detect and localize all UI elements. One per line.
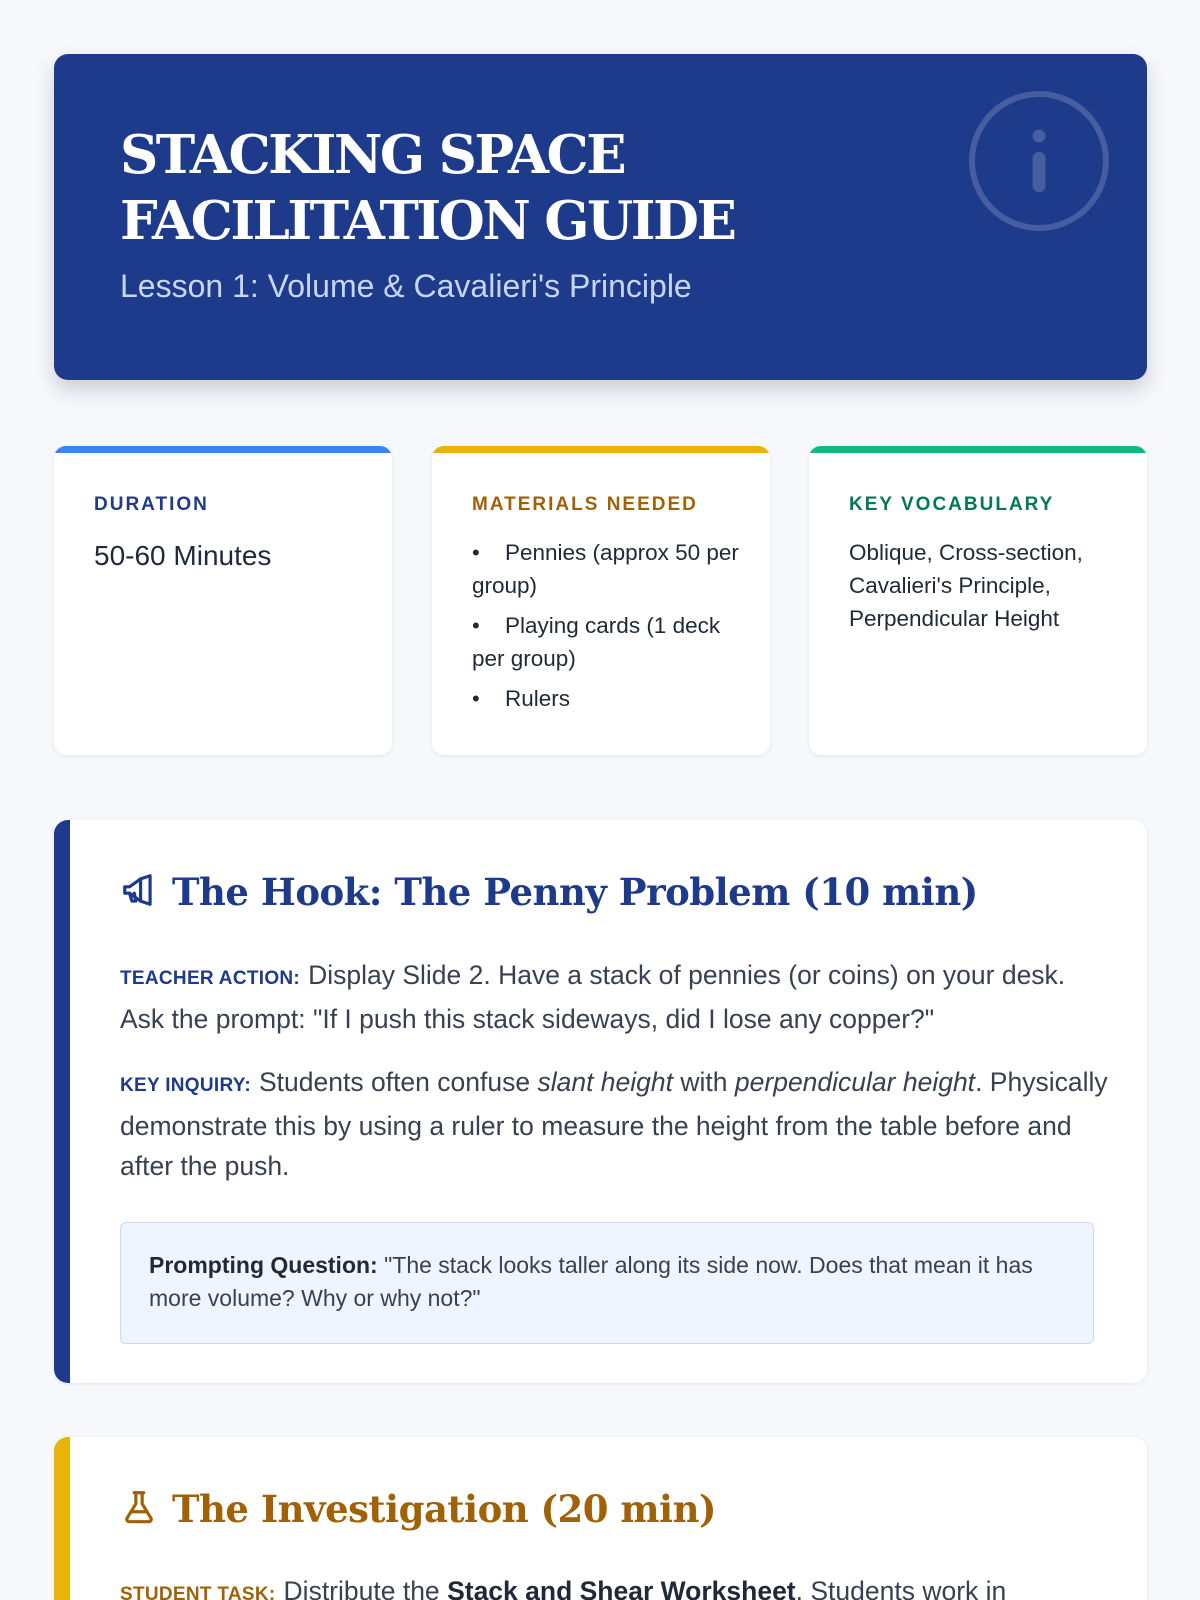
vocabulary-label: KEY VOCABULARY	[849, 494, 1055, 515]
materials-list	[472, 536, 742, 722]
prompt-text: "The stack looks taller along its side now. Does that mean it has more volume? Why or why not?"	[149, 1252, 1033, 1311]
megaphone-icon	[120, 871, 158, 909]
card-accent-bar	[54, 446, 392, 453]
materials-card	[432, 446, 770, 755]
flask-icon	[120, 1488, 158, 1526]
vocabulary-card	[809, 446, 1147, 755]
worksheet-name: Stack and Shear Worksheet	[447, 1576, 796, 1600]
investigation-title: The Investigation (20 min)	[120, 1487, 716, 1531]
duration-card	[54, 446, 392, 755]
info-icon	[966, 88, 1112, 234]
teacher-action-text: Display Slide 2. Have a stack of pennies (or coins) on your desk. Ask the prompt: "If I push this stack sideways, did I lose any copper?"	[120, 960, 1066, 1034]
student-task-label: STUDENT TASK:	[120, 1584, 276, 1600]
duration-value: 50-60 Minutes	[94, 540, 272, 571]
list-item: • Pennies (approx 50 per group)	[472, 540, 739, 598]
header-banner	[54, 54, 1147, 380]
student-task-paragraph: STUDENT TASK: Distribute the Stack and Shear Worksheet. Students work in	[120, 1571, 1110, 1600]
key-inquiry-label: KEY INQUIRY:	[120, 1075, 251, 1096]
teacher-action-paragraph	[120, 955, 1110, 1039]
section-accent-border	[54, 820, 70, 1383]
vocabulary-value: Oblique, Cross-section, Cavalieri's Principle, Perpendicular Height	[849, 540, 1083, 631]
hook-title: The Hook: The Penny Problem (10 min)	[120, 870, 978, 914]
page-subtitle: Lesson 1: Volume & Cavalieri's Principle	[120, 268, 692, 304]
teacher-action-label: TEACHER ACTION:	[120, 968, 301, 989]
card-accent-bar	[432, 446, 770, 453]
hook-section	[54, 820, 1147, 1383]
list-item: • Rulers	[472, 686, 571, 711]
list-item: • Playing cards (1 deck per group)	[472, 613, 721, 671]
prompt-label: Prompting Question:	[149, 1252, 378, 1278]
card-accent-bar	[809, 446, 1147, 453]
duration-label: DURATION	[94, 494, 209, 515]
section-accent-border	[54, 1437, 70, 1600]
prompting-question-callout	[120, 1222, 1094, 1344]
page-title: STACKING SPACE FACILITATION GUIDE	[120, 124, 735, 252]
investigation-section	[54, 1437, 1147, 1600]
materials-label: MATERIALS NEEDED	[472, 494, 698, 515]
slant-height-term: slant height	[537, 1067, 674, 1097]
perpendicular-height-term: perpendicular height	[734, 1067, 976, 1097]
key-inquiry-paragraph: KEY INQUIRY: Students often confuse slant height with perpendicular height. Physically demonstrate this by using a ruler to measure the height from the table before and after the push.	[120, 1067, 1108, 1181]
